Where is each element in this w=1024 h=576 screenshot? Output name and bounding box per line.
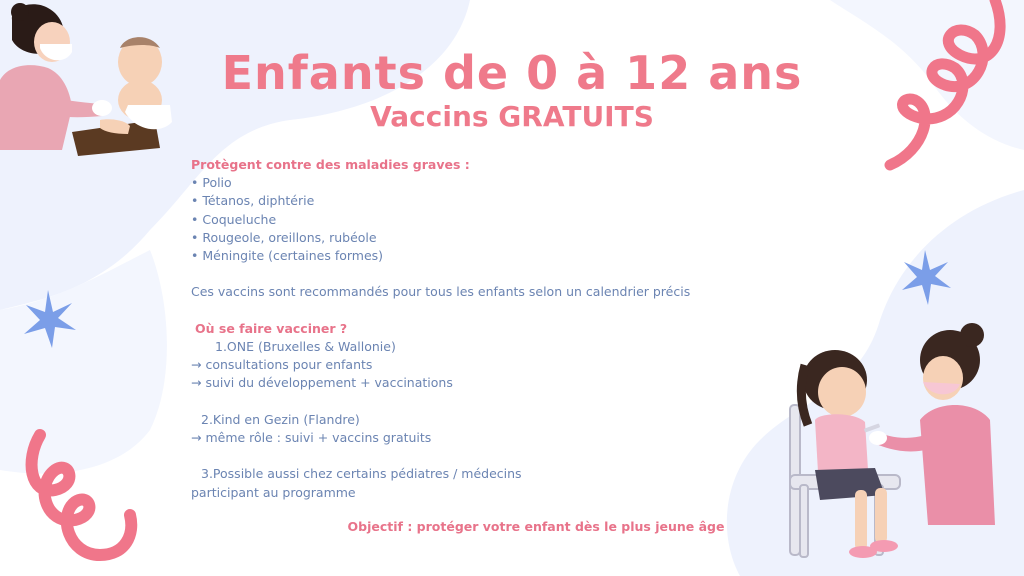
- spacer: [191, 265, 751, 283]
- spacer: [191, 447, 751, 465]
- spacer: [191, 302, 751, 320]
- option-one-title: 1.ONE (Bruxelles & Wallonie): [215, 339, 396, 354]
- protection-heading: Protègent contre des maladies graves :: [191, 157, 470, 172]
- option-one-line: → suivi du développement + vaccinations: [191, 375, 453, 391]
- option-three-line: participant au programme: [191, 484, 356, 500]
- content-block: [191, 156, 751, 502]
- disease-item-tetanus: • Tétanos, diphtérie: [191, 193, 315, 209]
- where-heading: Où se faire vacciner ?: [195, 320, 348, 336]
- disease-item-measles: • Rougeole, oreillons, rubéole: [191, 229, 377, 245]
- page-subtitle: Vaccins GRATUITS: [370, 100, 654, 133]
- option-two-title: 2.Kind en Gezin (Flandre): [201, 411, 360, 427]
- recommendation-text: Ces vaccins sont recommandés pour tous les enfants selon un calendrier précis: [191, 284, 691, 300]
- option-three-title: 3.Possible aussi chez certains pédiatres / médecins: [201, 466, 522, 482]
- option-two-line: → même rôle : suivi + vaccins gratuits: [191, 430, 432, 445]
- objective-text: Objectif : protéger votre enfant dès le plus jeune âge: [347, 519, 725, 534]
- disease-item-whooping-cough: • Coqueluche: [191, 211, 277, 227]
- disease-item-meningitis: • Méningite (certaines formes): [191, 248, 384, 264]
- spacer: [191, 393, 751, 411]
- page-title: Enfants de 0 à 12 ans: [221, 46, 803, 100]
- disease-item-polio: • Polio: [191, 175, 232, 191]
- option-one-line: → consultations pour enfants: [191, 357, 373, 373]
